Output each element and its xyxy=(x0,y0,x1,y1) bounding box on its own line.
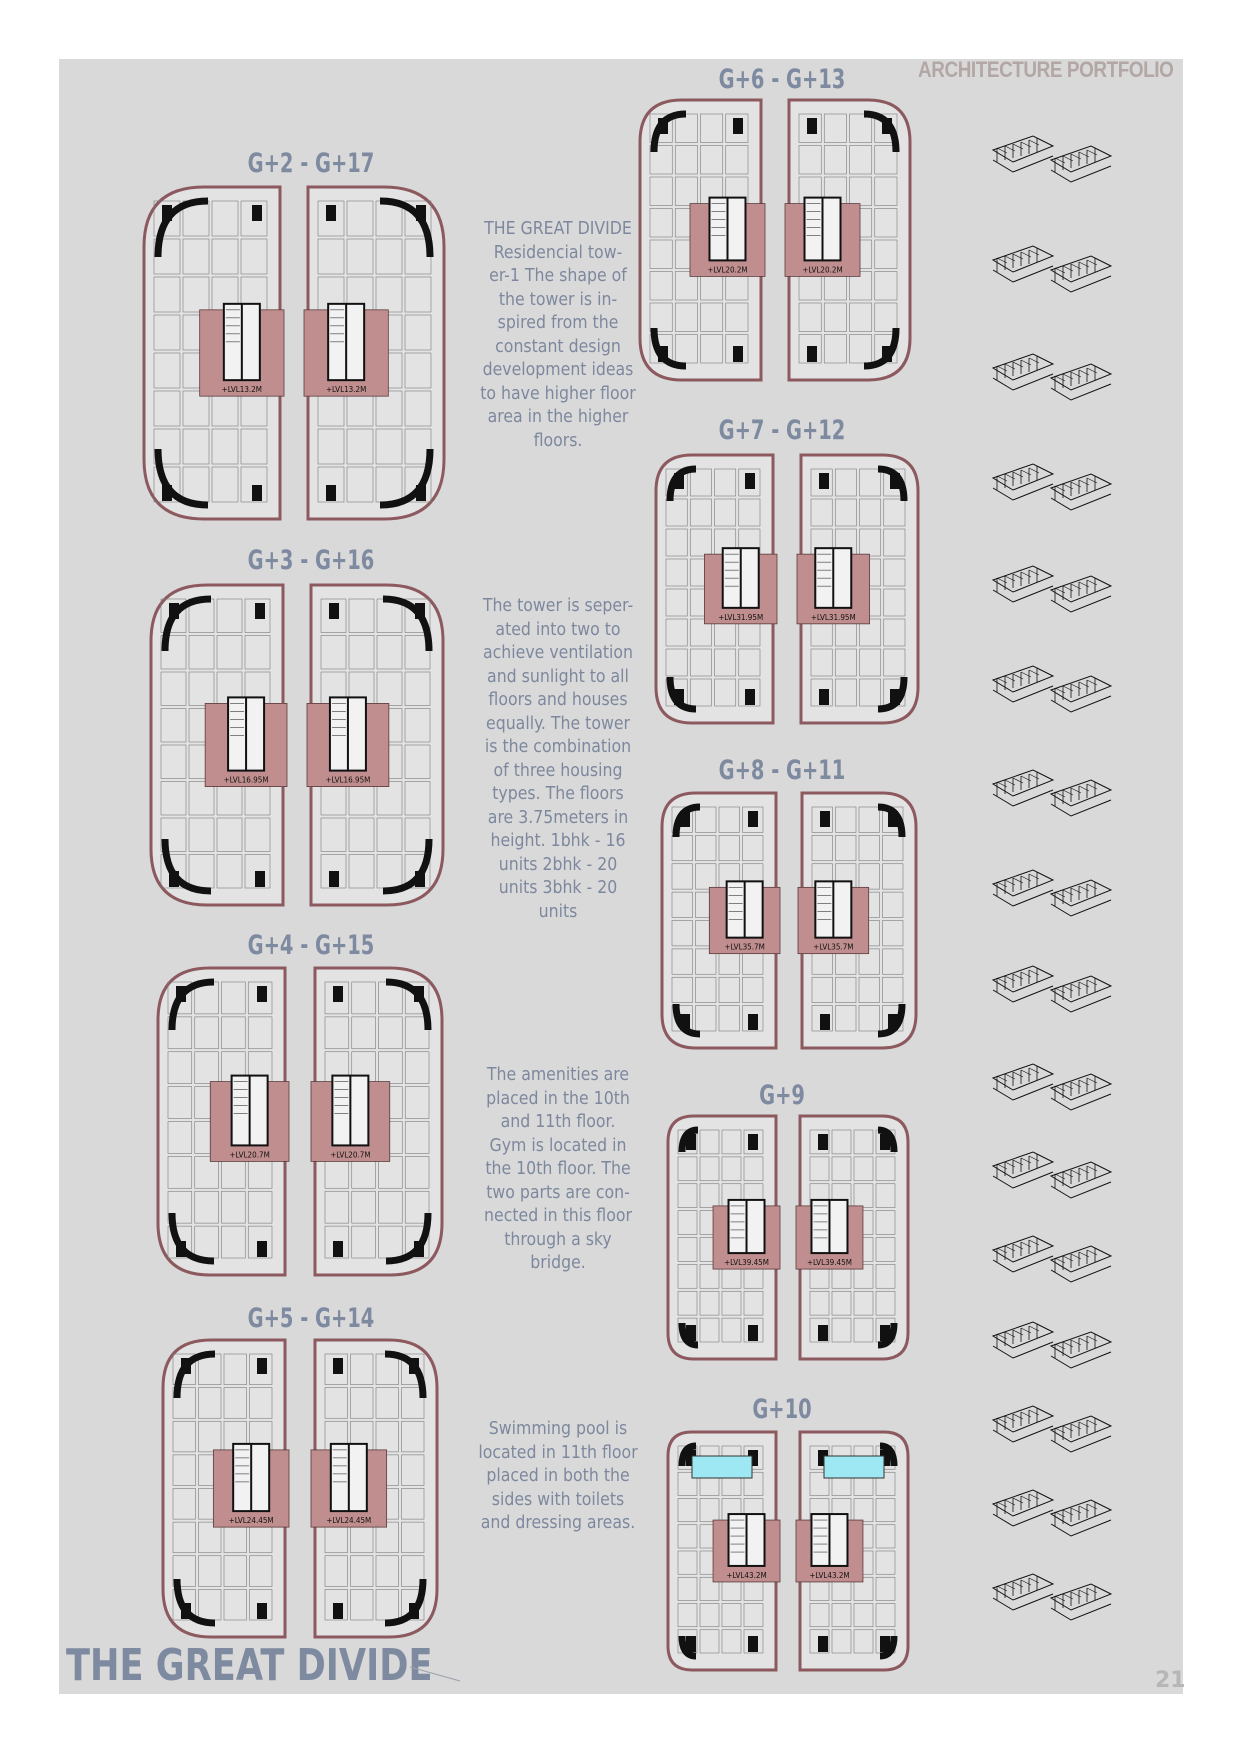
level-label: +LVL35.7M xyxy=(724,942,765,952)
floor-title-g3: G+3 - G+16 xyxy=(247,545,375,576)
isometric-floor-view xyxy=(985,860,1115,930)
project-title: THE GREAT DIVIDE xyxy=(66,1640,433,1691)
floor-plan-g9 xyxy=(666,1114,910,1361)
floor-plan-g8 xyxy=(660,791,918,1050)
floor-plan-g7 xyxy=(654,453,920,725)
level-label: +LVL24.45M xyxy=(326,1516,372,1526)
swimming-pool xyxy=(692,1456,752,1478)
level-label: +LVL43.2M xyxy=(726,1570,767,1580)
level-label: +LVL20.2M xyxy=(802,265,843,275)
tower-half-right xyxy=(785,100,910,380)
level-label: +LVL31.95M xyxy=(718,612,764,622)
isometric-floor-view xyxy=(985,1054,1115,1124)
level-label: +LVL31.95M xyxy=(810,612,856,622)
isometric-floor-view xyxy=(985,236,1115,306)
tower-half-right xyxy=(796,1116,908,1359)
isometric-floor-view xyxy=(985,1564,1115,1634)
tower-half-left xyxy=(163,1340,289,1637)
tower-half-left xyxy=(662,793,780,1048)
isometric-floor-view xyxy=(985,556,1115,626)
floor-title-g4: G+4 - G+15 xyxy=(247,930,375,961)
isometric-floor-view xyxy=(985,956,1115,1026)
tower-half-left xyxy=(668,1432,780,1670)
isometric-floor-view xyxy=(985,760,1115,830)
portfolio-label: ARCHITECTURE PORTFOLIO xyxy=(918,57,1174,82)
isometric-floor-view xyxy=(985,126,1115,196)
floor-plan-g3 xyxy=(149,583,445,907)
level-label: +LVL20.7M xyxy=(229,1150,270,1160)
tower-half-left xyxy=(151,585,287,905)
tower-half-right xyxy=(311,968,442,1275)
isometric-floor-view xyxy=(985,1396,1115,1466)
floor-plan-g6 xyxy=(638,98,912,382)
tower-half-right xyxy=(307,585,443,905)
level-label: +LVL39.45M xyxy=(807,1258,852,1268)
level-label: +LVL16.95M xyxy=(325,775,371,785)
tower-half-left xyxy=(144,187,284,519)
tower-half-left xyxy=(668,1116,780,1359)
floor-plan-g10 xyxy=(666,1430,910,1672)
tower-half-right xyxy=(798,793,916,1048)
level-label: +LVL43.2M xyxy=(809,1570,850,1580)
isometric-floor-view xyxy=(985,1480,1115,1550)
floor-plan-g4 xyxy=(156,966,444,1277)
isometric-floor-view xyxy=(985,1142,1115,1212)
isometric-floor-view xyxy=(985,344,1115,414)
floor-title-g2: G+2 - G+17 xyxy=(247,148,375,179)
floor-title-g6: G+6 - G+13 xyxy=(718,64,846,95)
floor-plan-g2 xyxy=(142,185,446,521)
floor-title-g5: G+5 - G+14 xyxy=(247,1303,375,1334)
level-label: +LVL35.7M xyxy=(813,942,854,952)
tower-half-right xyxy=(797,455,918,723)
floor-plan-g5 xyxy=(161,1338,439,1639)
description-paragraph-4: Swimming pool is located in 11th floor placed in both the sides with toilets and dressing areas. xyxy=(478,1419,638,1533)
level-label: +LVL13.2M xyxy=(325,385,367,395)
floor-title-g10: G+10 xyxy=(752,1394,812,1425)
level-label: +LVL24.45M xyxy=(228,1516,274,1526)
level-label: +LVL20.2M xyxy=(707,265,748,275)
title-underline xyxy=(410,1665,470,1685)
tower-half-left xyxy=(158,968,289,1275)
tower-half-left xyxy=(656,455,777,723)
level-label: +LVL13.2M xyxy=(221,385,263,395)
description-paragraph-2: The tower is seper- ated into two to achieve ventilation and sunlight to all floors and houses equally. The tower is the combination of three housing types. The floors are 3.75meters in height. 1bhk - 16 units 2bhk - 20 units 3bhk - 20 units xyxy=(482,596,634,922)
tower-half-left xyxy=(640,100,765,380)
isometric-floor-view xyxy=(985,656,1115,726)
level-label: +LVL16.95M xyxy=(223,775,269,785)
level-label: +LVL39.45M xyxy=(724,1258,769,1268)
description-paragraph-3: The amenities are placed in the 10th and 11th floor. Gym is located in the 10th floor. The two parts are con- nected in this floor through a sky bridge. xyxy=(484,1065,632,1273)
floor-title-g9: G+9 xyxy=(759,1080,805,1111)
level-label: +LVL20.7M xyxy=(330,1150,371,1160)
description-paragraph-1: THE GREAT DIVIDE Residencial tow- er-1 The shape of the tower is in- spired from the constant design development ideas to have higher floor area in the higher floors. xyxy=(480,219,636,451)
swimming-pool xyxy=(824,1456,884,1478)
floor-title-g7: G+7 - G+12 xyxy=(718,415,846,446)
isometric-floor-view xyxy=(985,454,1115,524)
isometric-floor-view xyxy=(985,1312,1115,1382)
tower-half-right xyxy=(311,1340,437,1637)
tower-half-right xyxy=(796,1432,908,1670)
page-number: 21 xyxy=(1155,1668,1186,1693)
tower-half-right xyxy=(304,187,444,519)
floor-title-g8: G+8 - G+11 xyxy=(718,755,846,786)
isometric-floor-view xyxy=(985,1226,1115,1296)
